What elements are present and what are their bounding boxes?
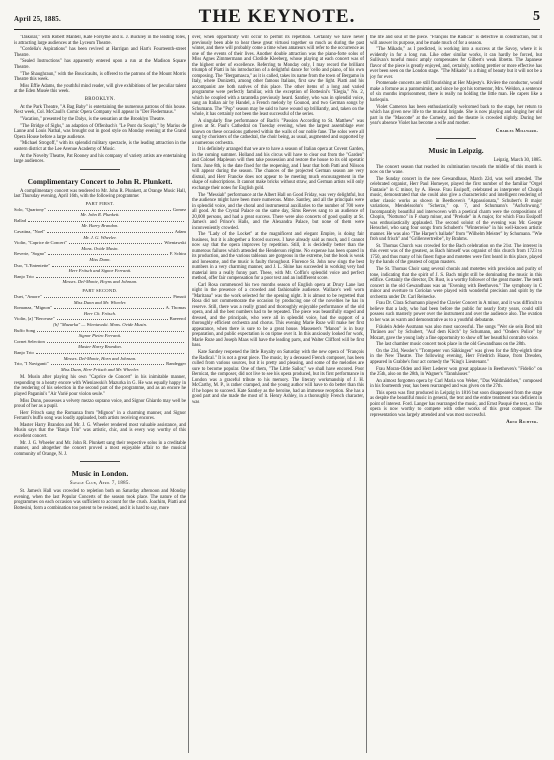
column-3 (370, 35, 542, 755)
article-paragraph: "The Bridge of Sighs," an adaption of Offenbach's "Le Pont du Soupir," by Marius de Lanne and Louis Nathal, was brought out in good style on Monday evening at the Grand Opera House before a large audience. (14, 123, 186, 140)
article-paragraph: "Vacation," presented by the Dalys, is the sensation at the Brooklyn Theatre. (20, 116, 166, 122)
article-paragraph: Promenade concerts are still flourishing at Her Majesty's. Rivière the conductor, would make a fortune as a pantomimist, and since he got his tormentor, Mrs. Weldon, a sentence of six months imprisonment, there is really no holding the little man. He capers like a harlequin. (370, 81, 542, 103)
program-item (14, 316, 186, 327)
program-piece: Romanza, "Mignon" (14, 305, 52, 311)
article-paragraph: The concert season that reached its culmination towards the middle of this month is now on the wane. (370, 164, 542, 176)
program-item (14, 240, 186, 251)
program-item (14, 207, 186, 218)
dot-leader (44, 296, 172, 298)
article-paragraph: St. James's Hall was crowded to repletion both on Saturday afternoon and Monday evening, when the last Popular Concerts of the season took place. The nature of the programmes on each occasion was sufficient to account for the crush. Joachim, Piatti and Bottesini, form a combination too potent to be resisted, and it is hard to say, more (14, 489, 186, 511)
article-paragraph: M. Musin after playing his own "Caprice de Concert" in his inimitable manner, responding to a hearty encore with Wieniawski's Mazurka in G. He was equally happy in the rendering of his selection in the second part of the programme, and as an encore he played Paganini's "Air Varié pour violon seule." (14, 375, 186, 397)
program-composer: Gomez (172, 206, 186, 212)
program-performer: Herr Fritsch and Signor Ferranti. (68, 268, 132, 274)
program-performer: Mr. J. G. Wheeler. (83, 234, 117, 240)
program-piece: Trio, "I Naviganti" (14, 361, 49, 367)
program-performer: Signor Pietro Ferranti. (78, 333, 122, 339)
program-performer: [b] "Mazurka" — Wieniawski. Mons. Ovide Musin. (52, 321, 148, 327)
program-performer: Mr. Harry Brandon. (81, 223, 119, 229)
article-paragraph: "The Mikado," as I predicted, is working into a success at the Savoy, where it is evidently in for a long run. Like other similar works, it can hardly be forced, but Sullivan's tuneful music amply compensates for Gilbert's weak libretto. The Japanese flavor of the piece is greatly enjoyed, and, certainly, nothing prettier or more effective has ever been seen on the London stage. "The Mikado" is a thing of beauty but it will not be a joy for ever. (370, 47, 542, 80)
program-item (14, 328, 186, 339)
article-paragraph: "The Shaughraun," with the Boucicaults, is offered to the patrons of the Mount Morris Theatre this week. (14, 71, 186, 83)
dot-leader (48, 209, 171, 211)
leipzig-dateline: Leipzig, March 30, 1885. (493, 157, 542, 163)
dot-leader (48, 253, 168, 255)
article-paragraph: This opera was first produced in Leipzig in 1816 but soon disappeared from the stage as despite the beautiful music in general, the text and the entire treatment was deficient in point of interest. Ford. Langer has rearranged the music, and Ernst Pasqué the text, so this opera is now worthy to compete with other works of this great composer. The representation was largely attended and was most successful. (370, 390, 542, 418)
article-paragraph: over, when opportunity will occur to permit its repetition. Certainly we have never previously been able to hear these great virtuosi together so much as during the past winter, and there will probably come a time when amateurs will refer to the occurrence as one of the events of their lives. Another double attraction was the piano-forte solos of Miss Agnes Zimmermann and Clotilde Kleeberg, whose playing at each concert was of the highest order of excellence. Referring to Monday only, I may record the brilliant triumph of Piatti in his introduction of a delightful dance for 'cello and piano, of his own composing. The "Bergamasca," as it is called, takes its name from the town of Bergamo in Italy, where Donizetti, among other famous Italians, first saw the light. Piatti and his accompanist are both natives of this place. The other items of a long and varied programme were perfectly familiar, with the exception of Bottesini's "Elegia," No. 2, which he coupled with a tarantella previously heard. Santley, who was in splendid voice, sang an Italian air by Handel, a French melody by Gounod, and two German songs by Schumann. The "Pop" season may be said to have wound up brilliantly, and, taken on the whole, it has certainly not been the least successful of the series. (192, 35, 364, 117)
article-paragraph: A complimentary concert was tendered to Mr. John R. Plunkett, at Orange Music Hall, last Thursday evening, April 16th, with the following programme: (14, 188, 186, 199)
program-piece: Duo, "L'Ententette" (14, 262, 51, 268)
program-performer: Messrs. Del-Monte, Horn and Johnson. (63, 355, 137, 361)
article-paragraph: the life and soul of the piece. "François the Radical" is defective in construction, but it will answer its purpose, and be made much of for a season. (370, 35, 542, 46)
article-paragraph: At the Novelty Theatre, Pat Rooney and his company of variety artists are entertaining large audiences. (14, 153, 186, 164)
article-paragraph: Herr Fritsch sang the Romanza from "Mignon" in a charming manner, and Signor Ferranti's buffo song was loudly applauded, both artists receiving encores. (14, 410, 186, 422)
article-paragraph: Frau Moran-Olden and Herr Lederer won great applause in Beethoven's "Fidelio" on the 25th, also on the 28th, in Wagner's "Tannhäuser." (370, 366, 542, 378)
author-signature: Charles Millward. (495, 128, 538, 134)
program-list-second (14, 294, 186, 372)
program-piece: Cornet Selection (14, 338, 45, 344)
article-paragraph: At the Park Theatre, "A Bag Baby" is entertaining the numerous patrons of this house. Next week, Col. McCaull's Comic Opera Company will appear in "Der Fledermaus." (14, 104, 186, 116)
column-divider (188, 35, 189, 753)
dot-leader (36, 352, 184, 354)
article-paragraph: A singularly fine performance of Bach's "Passion According to St. Matthew" was given at St. Paul's Cathedral on Tuesday evening, when the largest assemblage ever known on these occasions gathered within the walls of our noble fane. The solos were all sung by choristers of the cathedral, the choir being, as usual, augmented and supported by a numerous orchestra. (192, 118, 364, 146)
program-list-first (14, 207, 186, 285)
article-paragraph: Miss Dunn, possesses a velvety mezzo soprano voice, and Signor Ghiardo may well be proud of her as a pupil. (14, 398, 186, 409)
article-paragraph: The "Lady of the Locket" at the magnificent and elegant Empire, is doing fair business, but it is altogether a forced success. I have already said as much, and I cannot now say that the opera improves by repetition. Still, it is decidedly better than the numerous failures which attended the Henderson régime. No expense has been spared in its production, and the various tableaux are gorgeous in the extreme, but the book is weak and lonesome, and the music is faulty throughout. Florence St. John now sings the best numbers in a very charming manner, and J. L. Shine has succeeded in working very bad material into a really funny part. These, with Mr. Coffin's splendid voice and perfect method, offer fair compensation for a poor text and an indifferent score. (192, 232, 364, 282)
article-paragraph: On the 23d, Nessler's "Trompeter von Säkkingen" was given for the fifty-eighth time in the New Theatre. The following evening, Herr Friedrich Haase, from Dresden, appeared in Grabbe's four act comedy the "King's Lieutenant." (370, 348, 542, 365)
dot-leader (51, 363, 165, 365)
page-header (14, 6, 540, 28)
article-paragraph: An almost forgotten opera by Carl Maria von Weber, "Das Waldmädchen," composed in his fourteenth year, has been rearranged and was given on the 27th. (370, 378, 542, 390)
london-dateline: Savage Club, April 7, 1885. (69, 481, 131, 487)
article-paragraph: Kate Santley reopened the little Royalty on Saturday with the new opera of "François the Radical." It is not a great piece. The music, by a deceased French composer, has been culled from various sources, but it is pretty and pleasing, and some of the melodies are sure to become popular. One of them, "The Little Sailor," we shall have encored. Poor Bernicat, the composer, did not live to see his opera produced, but its first performance in London was a graceful tribute to his memory. The literary workmanship of J. H. McCarthy, M. P., is rather cramped, and the young author will have to do better than this if he hopes to succeed. Kate Santley as the heroine, had an immense reception. She has a good part and she made the most of it. Henry Ashley, in a thoroughly French character, was (192, 350, 364, 405)
section-divider (80, 461, 120, 462)
program-part-second: PART SECOND. (82, 288, 118, 293)
leipzig-heading: Music in Leipzig. (428, 145, 484, 155)
concert-heading: Complimentary Concert to John R. Plunkett. (27, 176, 173, 186)
column-2 (192, 35, 364, 755)
program-item (14, 274, 186, 285)
program-item (14, 339, 186, 350)
program-piece: Banjo Trio (14, 273, 34, 279)
program-performer: Master Harry Brandon. (78, 344, 122, 350)
masthead-title: THE KEYNOTE. (198, 6, 356, 27)
article-paragraph: The St. Thomas Choir sang several chorals and motettes with precision and purity of tone, indicating that the spirit of J. S. Bach might still be dominating the music in this edifice. Certainly the director, Dr. Rust, is a worthy follower of the great master. The tenth concert in the old Gewandhaus was an "Evening with Beethoven." The symphony in C minor and overture to Coriolan were played with wonderful precision and spirit by the orchestra under Dr. Carl Reinecke. (370, 267, 542, 300)
article-paragraph: The last chamber music concert took place in the old Gewandhaus on the 28th. (376, 342, 526, 348)
program-composer: A. Thomas (165, 305, 186, 311)
program-performer: Herr Ch. Fritsch. (83, 310, 117, 316)
program-composer: Randegger (166, 361, 186, 367)
london-heading: Music in London. (71, 469, 129, 479)
section-divider (436, 138, 476, 139)
program-composer: Baeeerol (169, 316, 186, 322)
program-performer: Mons. Ovide Musin. (81, 245, 119, 251)
article-paragraph: Miss Effie Adams, the youthful mind reader, will give exhibitions of her peculiar talent at the Eden Musée this week. (14, 83, 186, 95)
program-item (14, 350, 186, 361)
page-number: 5 (533, 9, 540, 24)
author-signature: Arno Richter. (506, 420, 538, 426)
article-paragraph: Mr. J. G. Wheeler and Mr. John R. Plunkett sang their respective solos in a creditable manner, and altogether the concert proved a most enjoyable affair to the musical community of Orange, N. J. (14, 440, 186, 457)
program-performer: Mr. John R. Plunkett. (80, 212, 120, 218)
dot-leader (37, 330, 184, 332)
dot-leader (52, 265, 184, 267)
dot-leader (36, 276, 184, 278)
program-piece: Violin, [a] "Berceuse" (14, 316, 55, 322)
dot-leader (57, 318, 168, 320)
section-subhead-brooklyn: BROOKLYN. (84, 96, 116, 102)
article-paragraph: Carl Rosa commenced his two months season of English opera at Drury Lane last night in the presence of a crowded and fashionable audience. Wallace's well worn "Maritana" was the work selected for the opening night. It is almost to be regretted that Rosa did not commemorate the occasion by producing one of the novelties he has in reserve. Still, there was a really grand and thoroughly enjoyable performance of the old opera, and all the best numbers had to be repeated. The piece was beautifully staged and dressed, and the principals, who were all in splendid voice, had the support of a thoroughly efficient orchestra and chorus. This evening Marie Roze will make her first appearance, when there is sure to be a great house. Massenet's "Manon" is in busy preparation, and public expectation is on tiptoe over it. In this anxiously looked for work, Marie Roze and Joseph Maas will have the leading parts, and Walter Clifford will be first bass. (192, 282, 364, 349)
header-rule (14, 29, 540, 30)
article-paragraph: "Michael Strogoff," with its splendid military spectacle, is the leading attraction in the eastern district at the Lee Avenue Academy of Music. (14, 141, 186, 152)
article-paragraph: The Sunday concert in the new Gewandhaus, March 22d, was well attended. The celebrated organist, Herr Paul Homeyer, played the first number of the familiar "Orgel Fantasie" in C minor, by A. Hesse. Frau Essipoff, celebrated as interpreter of Chopin music, demonstrated that she could also give a characteristic and intelligent rendering of other classic works as shown in Beethoven's "Appassionata," Schubert's B major variations, Mendelssohn's "Scherzo," op. 7, and Schumann's "Aufschwung." Incomparably beautiful and interwoven with a poetical charm were the compositions of Chopin, "Notturno" in F sharp minor, and "Prelude" in A major, for which Frau Essipoff was enthusiastically applauded. The second soloist of the evening was Mr. George Henschel, who sang four songs from Schubert's "Winterreise" in his well-known artistic manner. He was also "The Harper's ballade" from "Wilhelm Meister" by Schumann. "Wie froh und frisch" and "Grillenvertreibe", by Brahms. (370, 176, 542, 243)
dot-leader (28, 220, 184, 222)
program-composer: F. Schira (169, 251, 186, 257)
program-item (14, 361, 186, 372)
program-piece: Solo, "Quartony" (14, 206, 46, 212)
program-piece: Ballad (14, 217, 26, 223)
program-piece: Reverie, "Sogno" (14, 251, 47, 257)
program-piece: Cavatina, "Noel" (14, 229, 46, 235)
dot-leader (54, 307, 164, 309)
program-part-first: PART FIRST. (85, 200, 115, 206)
program-item (14, 218, 186, 229)
article-paragraph: "Sealed Instructions" has apparently entered upon a run at the Madison Square Theatre. (14, 59, 186, 70)
program-piece: Duet, "Amore" (14, 294, 42, 299)
program-composer: Adam (174, 229, 186, 235)
program-item (14, 251, 186, 262)
program-performer: Messrs. Del-Monte, Hoyns and Johnson. (62, 279, 138, 285)
article-paragraph: Master Harry Brandon and Mr. J. G. Wheeler rendered most valuable assistance, and Musin says that the "Banjo Trio" was artistic, chic, and is every way worthy of this excellent concert. (14, 422, 186, 439)
program-item (14, 305, 186, 316)
dot-leader (69, 242, 162, 244)
dot-leader (47, 231, 172, 233)
article-paragraph: Violet Cameron has been enthusiastically welcomed back to the stage, her return to which has given new life to the musical brigade. She is now playing and singing her old part in the "Mascotte" at the Comedy, and the theatre is crowded nightly. During her year's absence Violet has become a wife and mother. (370, 104, 542, 127)
article-paragraph: The "Messiah" performance at the Albert Hall on Good Friday, was very delightful, but the audience might have been more numerous. Mme. Santley, and all the principals were in splendid voice, and the choral and instrumental auxiliaries to the number of 700 were all good. At the Crystal Palace on the same day, Sims Reeves sang to an audience of 20,000 persons, and had a great success. There were also concerts of good quality at St. James's and Prince's Halls, and the Alexandra Palace, but none of them were inconveniently crowded. (192, 192, 364, 231)
program-composer: Pinsuti (173, 294, 186, 299)
program-item (14, 294, 186, 305)
program-performer: Miss Dunn, Herr Fritsch and Mr. Wheeler. (60, 366, 140, 372)
program-item (14, 263, 186, 274)
article-paragraph: "Dakolar," with Robert Mantell, Kate Forsythe and E. J. Buckley in the leading roles, is attracting large audiences at the Lyceum Theatre. (14, 35, 186, 46)
program-item (14, 229, 186, 240)
column-1 (14, 35, 186, 755)
issue-date: April 25, 1885. (14, 15, 61, 23)
article-paragraph: St. Thomas Church was crowded for the Bach celebration on the 21st. The interest in this event was of the greatest, as Bach himself was organist of this church from 1723 to 1750, and thus many of his finest fugue and motettes were first heard in this place, played by the hands of the greatest of organ masters. (370, 243, 542, 266)
article-paragraph: Fräulein Adele Assmann was also most successful. The songs "Wer sie sein Brod mit Thränen ass" by Schubert, "Auf dem Kirch" by Schumann, and "Onders Police" by Mozart, gave the young lady a fine opportunity to show off her beautiful contralto voice. (370, 324, 542, 341)
program-piece: Buffo Song (14, 327, 36, 333)
program-piece: Banjo Trio (14, 349, 34, 355)
program-performer: Miss Dunn and Mr. Wheeler. (73, 299, 127, 305)
column-divider (366, 35, 367, 753)
article-paragraph: It is definitely arranged that we are to have a season of Italian opera at Covent Garden, in the coming summer. Holland and his circus will have to clear out from the "Garden" and Colonel Mapleson will then take possession and restore the house to its old operatic form. June 8th, is the date fixed for the reopening, and I hear that both Patti and Nilsson will appear during the season. The chances of the projected German season are very dismal, and Herr Francke does not appear to be meeting much encouragement in the shape of subscriptions. It cannot make bricks without straw, and German artists will only exchange their notes for English gold. (192, 147, 364, 191)
dot-leader (47, 341, 184, 343)
section-divider (80, 169, 120, 170)
article-paragraph: "Cordelia's Aspirations" has been revived at Harrigan and Hart's Fourteenth-street Theatre. (14, 47, 186, 58)
program-composer: Wieniawski (164, 240, 186, 246)
article-paragraph: Frau Dr. Clara Schumann played the Clavier Concert in A minor, and it was difficult to believe that a lady, who had been before the public for nearly forty years, could still possess such masterly power over the instrument and over the audience also. The ovation to her was as warm and demonstrative as to a youthful debutante. (370, 301, 542, 323)
program-performer: Miss Dunn. (89, 257, 111, 263)
program-piece: Violin, "Caprice de Concert" (14, 240, 67, 246)
